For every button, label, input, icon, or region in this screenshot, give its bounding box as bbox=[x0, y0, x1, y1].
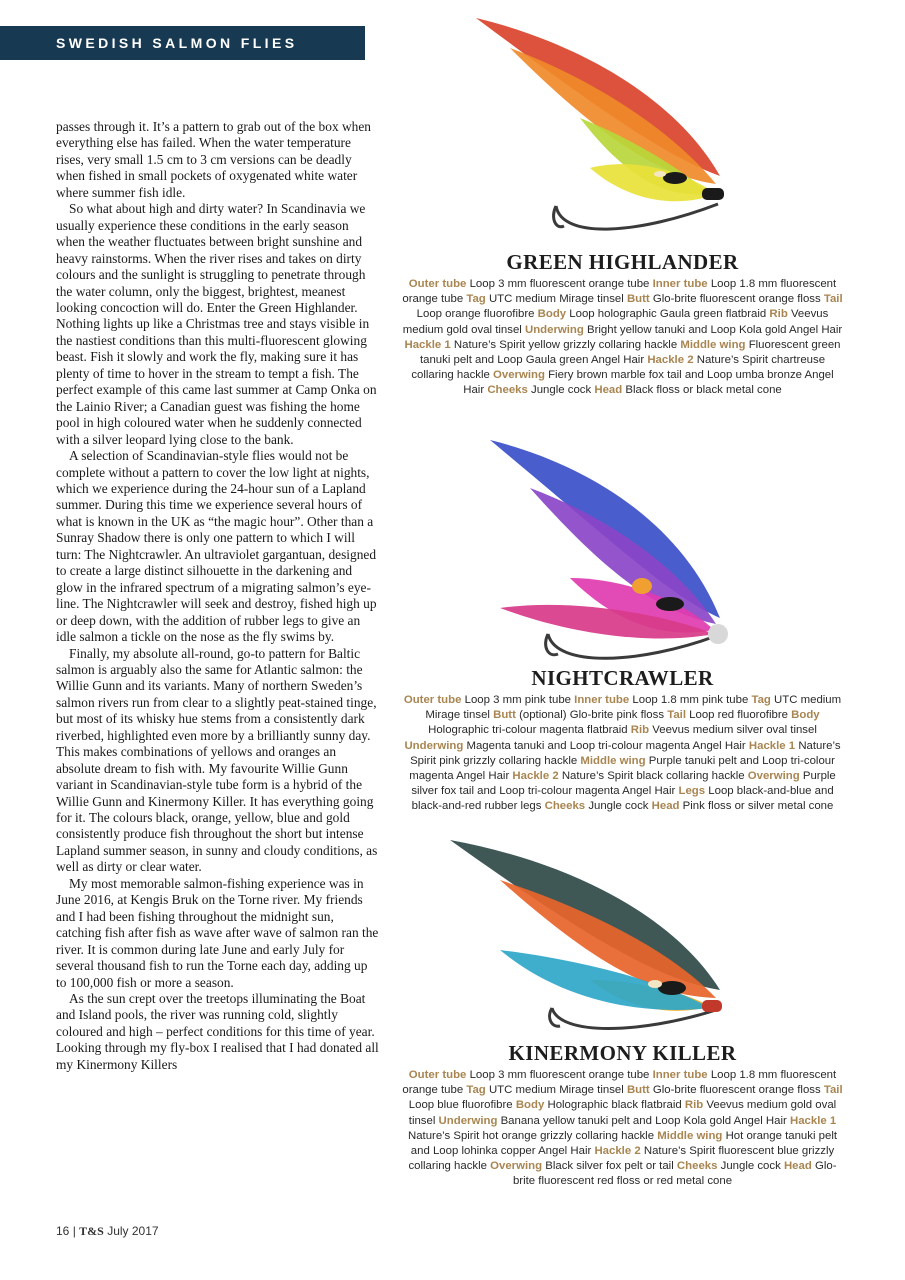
spec-value: Jungle cock bbox=[531, 384, 592, 397]
spec-label: Outer tube bbox=[408, 1069, 467, 1081]
fly-title-kinermony-killer: KINERMONY KILLER bbox=[508, 1041, 737, 1065]
spec-value: UTC medium Mirage tinsel bbox=[425, 694, 842, 722]
spec-label: Middle wing bbox=[580, 754, 646, 767]
spec-label: Body bbox=[537, 308, 567, 321]
spec-label: Hackle 1 bbox=[404, 338, 451, 351]
spec-label: Hackle 2 bbox=[594, 1145, 641, 1158]
spec-label: Butt bbox=[493, 709, 516, 722]
spec-value: Glo-brite fluorescent orange floss bbox=[652, 293, 821, 306]
spec-label: Cheeks bbox=[676, 1160, 718, 1173]
spec-value: Veevus medium gold oval tinsel bbox=[402, 308, 829, 336]
spec-label: Tail bbox=[823, 1084, 843, 1097]
spec-label: Head bbox=[594, 384, 623, 397]
spec-label: Overwing bbox=[747, 770, 800, 783]
page-number: 16 bbox=[56, 1224, 70, 1238]
spec-value: Nature’s Spirit hot orange grizzly collaring hackle bbox=[407, 1129, 655, 1142]
spec-value: Loop 1.8 mm pink tube bbox=[632, 694, 749, 706]
spec-label: Inner tube bbox=[652, 1069, 708, 1081]
spec-value: Purple silver fox tail and Loop tri-colour magenta Angel Hair bbox=[411, 770, 836, 798]
spec-value: Loop orange fluorofibre bbox=[416, 308, 535, 321]
spec-value: Holographic tri-colour magenta flatbraid bbox=[428, 724, 628, 737]
kinermony-killer-fly-image bbox=[440, 830, 770, 1040]
spec-label: Head bbox=[783, 1160, 812, 1173]
spec-value: Nature’s Spirit pink grizzly collaring hackle bbox=[410, 739, 841, 767]
spec-label: Hackle 2 bbox=[512, 770, 559, 783]
body-paragraph: passes through it. It’s a pattern to grab out of the box when everything else has failed. When the water temperature rises, very small 1.5 cm to 3 cm versions can be deadly when fished in small pockets of oxygenated white water where summer fish idle. bbox=[56, 119, 371, 200]
spec-value: Loop black-and-blue and black-and-red rubber legs bbox=[411, 785, 834, 813]
spec-label: Tag bbox=[751, 694, 771, 706]
spec-value: Banana yellow tanuki pelt and Loop Kola gold Angel Hair bbox=[500, 1114, 787, 1127]
spec-value: Loop 3 mm fluorescent orange tube bbox=[469, 1069, 650, 1081]
spec-label: Rib bbox=[630, 724, 650, 737]
nightcrawler-fly-image bbox=[470, 428, 770, 668]
spec-label: Tag bbox=[466, 293, 486, 306]
body-paragraph: As the sun crept over the treetops illuminating the Boat and Island pools, the river was running cold, slightly coloured and high – perfect conditions for this time of year. Looking through my fly-box I realised that I had donated all my Kinermony Killers bbox=[56, 991, 379, 1072]
fly-spec-kinermony-killer bbox=[400, 1068, 845, 1190]
spec-value: Jungle cock bbox=[720, 1160, 781, 1173]
spec-value: Loop 1.8 mm fluorescent orange tube bbox=[402, 278, 837, 306]
spec-value: Nature’s Spirit yellow grizzly collaring hackle bbox=[453, 338, 678, 351]
spec-label: Underwing bbox=[404, 739, 464, 752]
spec-label: Overwing bbox=[493, 369, 545, 382]
spec-value: UTC medium Mirage tinsel bbox=[488, 1084, 624, 1097]
body-paragraph: My most memorable salmon-fishing experience was in June 2016, at Kengis Bruk on the Torne river. My friends and I had been fishing throughout the midnight sun, catching fish after fish as wave after wave of salmon ran the river. It is common during late June and early July for several thousand fish to run the Torne each day, adding up to 100,000 fish or more a season. bbox=[56, 875, 379, 990]
issue-date: July 2017 bbox=[107, 1224, 159, 1238]
spec-value: Glo-brite fluorescent red floss or red metal cone bbox=[512, 1160, 837, 1188]
spec-label: Outer tube bbox=[408, 278, 467, 290]
spec-label: Hackle 2 bbox=[647, 354, 694, 367]
spec-label: Tail bbox=[667, 709, 686, 722]
spec-label: Underwing bbox=[438, 1114, 498, 1127]
spec-value: Loop blue fluorofibre bbox=[408, 1099, 513, 1112]
spec-label: Butt bbox=[626, 1084, 650, 1097]
spec-value: Black silver fox pelt or tail bbox=[545, 1160, 674, 1173]
fly-title-green-highlander: GREEN HIGHLANDER bbox=[506, 250, 739, 274]
body-paragraph: A selection of Scandinavian-style flies would not be complete without a pattern to cover the low light at nights, which we experience during the 24-hour sun of a Lapland summer. During this time we experience several hours of what is known in the UK as “the magic hour”. Other than a Sunray Shadow there is only one pattern to which I will turn: The Nightcrawler. An ultraviolet gargantuan, designed to create a large distinct silhouette in the darkening and glow in the infrared spectrum of a migrating salmon’s eye-line. The Nightcrawler will seek and destroy, fished high up or deep down, with the addition of rubber legs to give an idle salmon a tickle on the nose as the fly swims by. bbox=[56, 448, 377, 645]
spec-value: UTC medium Mirage tinsel bbox=[488, 293, 624, 306]
spec-value: Pink floss or silver metal cone bbox=[682, 800, 834, 813]
spec-label: Inner tube bbox=[574, 694, 630, 706]
spec-label: Middle wing bbox=[680, 338, 746, 351]
spec-label: Tail bbox=[823, 293, 843, 306]
spec-label: Butt bbox=[626, 293, 650, 306]
body-paragraph: So what about high and dirty water? In Scandinavia we usually experience these conditions in the early season when the weather fluctuates between bright sunshine and heavy rainstorms. When the river rises and takes on dirty colours and the sunlight is struggling to penetrate through the water column, only the biggest, brightest, meanest looking concoction will do. Enter the Green Highlander. Nothing lights up like a Christmas tree and stays visible in the nastiest conditions than this multi-fluorescent glowing beast. Fish it slowly and work the fly, making sure it has plenty of time to hover in the stream to tempt a fish. The perfect example of this came last summer at Camp Onka on the Lainio River; a Canadian guest was fishing the home pool in high coloured water when he suddenly connected with a silver leopard lying close to the bank. bbox=[56, 201, 377, 447]
article-body bbox=[56, 119, 380, 1073]
spec-value: Loop 1.8 mm fluorescent orange tube bbox=[402, 1069, 837, 1097]
spec-label: Tag bbox=[466, 1084, 486, 1097]
green-highlander-fly-image bbox=[470, 8, 770, 248]
page-footer bbox=[56, 1224, 159, 1239]
spec-value: Jungle cock bbox=[588, 800, 649, 813]
spec-value: Hot orange tanuki pelt and Loop lohinka copper Angel Hair bbox=[410, 1129, 838, 1158]
spec-label: Legs bbox=[678, 785, 706, 798]
spec-value: Holographic black flatbraid bbox=[547, 1099, 682, 1112]
spec-value: Fluorescent green tanuki pelt and Loop Gaula green Angel Hair bbox=[419, 338, 841, 367]
spec-value: Loop red fluorofibre bbox=[689, 709, 788, 722]
spec-label: Body bbox=[791, 709, 820, 722]
spec-label: Underwing bbox=[524, 323, 584, 336]
spec-value: Loop 3 mm pink tube bbox=[464, 694, 571, 706]
spec-label: Body bbox=[515, 1099, 545, 1112]
spec-label: Cheeks bbox=[544, 800, 586, 813]
spec-label: Hackle 1 bbox=[789, 1114, 837, 1127]
spec-label: Hackle 1 bbox=[748, 739, 796, 752]
spec-label: Rib bbox=[769, 308, 788, 321]
spec-value: Nature’s Spirit chartreuse collaring hackle bbox=[411, 354, 826, 382]
spec-value: Veevus medium silver oval tinsel bbox=[652, 724, 817, 737]
spec-label: Overwing bbox=[490, 1160, 543, 1173]
spec-label: Middle wing bbox=[657, 1129, 723, 1142]
section-title: SWEDISH SALMON FLIES bbox=[56, 35, 298, 51]
footer-divider: | bbox=[72, 1224, 80, 1238]
spec-value: Black floss or black metal cone bbox=[625, 384, 782, 397]
spec-label: Rib bbox=[684, 1099, 704, 1112]
section-banner bbox=[0, 26, 365, 60]
spec-value: Loop holographic Gaula green flatbraid bbox=[569, 308, 767, 321]
spec-label: Outer tube bbox=[403, 694, 462, 706]
spec-value: (optional) Glo-brite pink floss bbox=[519, 709, 665, 722]
spec-label: Cheeks bbox=[487, 384, 528, 397]
fly-spec-green-highlander bbox=[400, 277, 845, 399]
spec-label: Head bbox=[651, 800, 680, 813]
spec-value: Loop 3 mm fluorescent orange tube bbox=[469, 278, 650, 290]
spec-value: Magenta tanuki and Loop tri-colour magenta Angel Hair bbox=[466, 739, 746, 752]
spec-value: Fiery brown marble fox tail and Loop umba bronze Angel Hair bbox=[463, 369, 834, 397]
body-paragraph: Finally, my absolute all-round, go-to pattern for Baltic salmon is arguably also the same for Atlantic salmon: the Willie Gunn and its variants. Many of northern Sweden’s salmon rivers run from clear to a slightly peat-stained tinge, but most of its whisky hue stems from a consistently dark riverbed, highlighted even more by a brilliantly sunny day. This makes combinations of yellows and oranges an absolute dream to fish with. My favourite Willie Gunn variant in Scandinavian-style tube form is a hybrid of the Willie Gunn and Kinermony Killer. It has everything going for it. The colours black, orange, yellow, blue and gold consistently produce fish throughout the short but intense Lapland summer season, in sunny and cloudy conditions, as well as dirty or clear water. bbox=[56, 645, 378, 875]
spec-value: Purple tanuki pelt and Loop tri-colour magenta Angel Hair bbox=[409, 754, 835, 783]
fly-spec-nightcrawler bbox=[400, 693, 845, 815]
spec-value: Veevus medium gold oval tinsel bbox=[408, 1099, 837, 1127]
spec-value: Bright yellow tanuki and Loop Kola gold Angel Hair bbox=[587, 323, 843, 336]
magazine-brand: T&S bbox=[79, 1224, 104, 1238]
spec-value: Nature’s Spirit black collaring hackle bbox=[561, 770, 745, 783]
fly-title-nightcrawler: NIGHTCRAWLER bbox=[531, 666, 714, 690]
spec-label: Inner tube bbox=[652, 278, 708, 290]
spec-value: Nature’s Spirit fluorescent blue grizzly collaring hackle bbox=[408, 1145, 835, 1173]
spec-value: Glo-brite fluorescent orange floss bbox=[652, 1084, 821, 1097]
